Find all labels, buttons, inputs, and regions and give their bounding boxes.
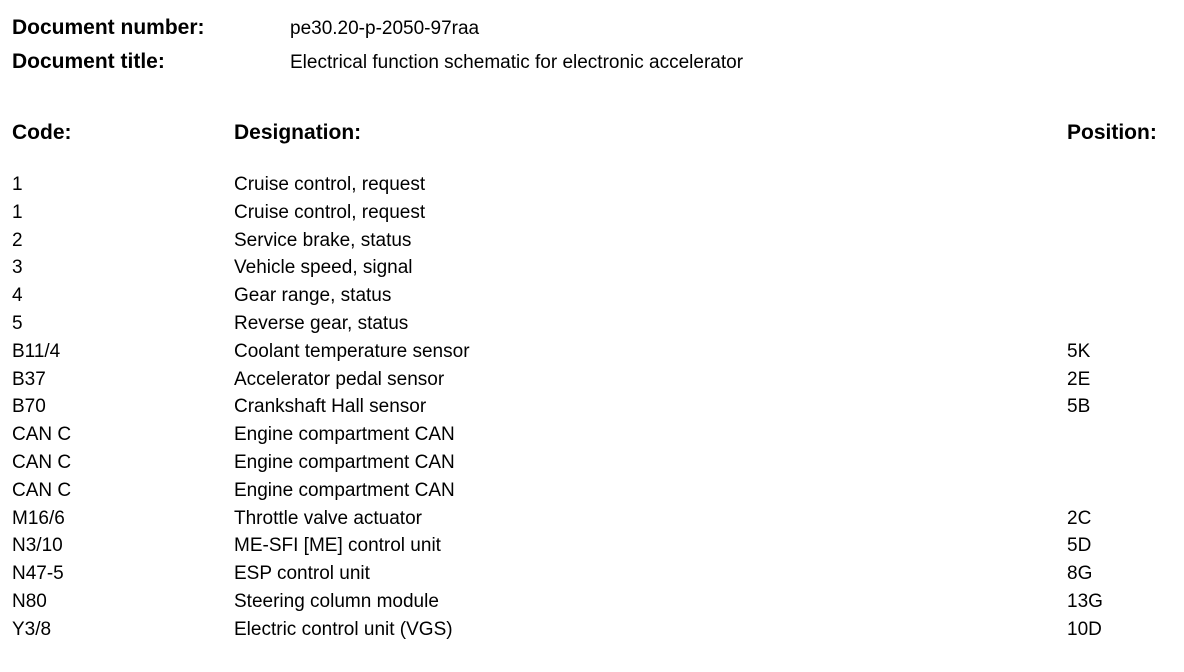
column-header-position: Position: [1067, 121, 1157, 144]
table-row [0, 588, 1184, 616]
document-number-value: pe30.20-p-2050-97raa [290, 18, 480, 39]
table-row [0, 616, 1184, 644]
cell-position: 5B [1067, 396, 1091, 418]
table-row [0, 532, 1184, 560]
cell-designation: Throttle valve actuator [234, 507, 422, 529]
table-row [0, 505, 1184, 533]
document-title-value: Electrical function schematic for electronic accelerator [290, 52, 744, 73]
cell-code: B37 [12, 368, 46, 390]
column-header-code: Code: [12, 121, 72, 144]
cell-position: 2E [1067, 368, 1091, 390]
cell-designation: Electric control unit (VGS) [234, 618, 453, 640]
cell-position: 10D [1067, 618, 1102, 640]
cell-code: 1 [12, 174, 23, 195]
cell-designation: Vehicle speed, signal [234, 257, 413, 279]
table-row [0, 282, 1184, 310]
cell-designation: Reverse gear, status [234, 312, 409, 334]
cell-code: B70 [12, 396, 46, 418]
cell-designation: Gear range, status [234, 285, 392, 307]
cell-designation: Engine compartment CAN [234, 424, 455, 446]
cell-code: CAN C [12, 451, 72, 473]
cell-code: M16/6 [12, 507, 65, 529]
table-row [0, 421, 1184, 449]
table-row [0, 338, 1184, 366]
cell-position: 5D [1067, 535, 1092, 557]
cell-code: CAN C [12, 479, 72, 501]
cell-code: 3 [12, 257, 23, 279]
table-row [0, 560, 1184, 588]
cell-designation: Engine compartment CAN [234, 479, 455, 501]
document-number-label: Document number: [12, 16, 205, 39]
cell-code: 2 [12, 229, 23, 251]
cell-designation: Cruise control, request [234, 174, 426, 195]
table-row [0, 227, 1184, 255]
cell-position: 5K [1067, 340, 1091, 362]
document-title-label: Document title: [12, 50, 165, 73]
table-row [0, 254, 1184, 282]
cell-position: 13G [1067, 590, 1103, 612]
table-row [0, 310, 1184, 338]
cell-code: 4 [12, 285, 23, 307]
cell-designation: Crankshaft Hall sensor [234, 396, 427, 418]
table-row [0, 171, 1184, 199]
cell-code: N47-5 [12, 563, 64, 585]
cell-designation: ESP control unit [234, 563, 370, 585]
cell-code: N80 [12, 590, 47, 612]
table-row [0, 393, 1184, 421]
cell-code: Y3/8 [12, 618, 52, 640]
designation-table [0, 171, 1184, 644]
cell-code: 5 [12, 312, 23, 334]
cell-designation: Cruise control, request [234, 201, 426, 223]
cell-code: N3/10 [12, 535, 63, 557]
cell-code: CAN C [12, 424, 72, 446]
column-header-designation: Designation: [234, 121, 362, 144]
cell-position: 2C [1067, 507, 1092, 529]
cell-position: 8G [1067, 563, 1093, 585]
cell-code: B11/4 [12, 340, 61, 362]
table-row [0, 366, 1184, 394]
cell-designation: Steering column module [234, 590, 439, 612]
cell-designation: Service brake, status [234, 229, 412, 251]
cell-designation: ME-SFI [ME] control unit [234, 535, 441, 557]
cell-designation: Coolant temperature sensor [234, 340, 470, 362]
table-row [0, 477, 1184, 505]
cell-designation: Engine compartment CAN [234, 451, 455, 473]
cell-designation: Accelerator pedal sensor [234, 368, 445, 390]
table-row [0, 199, 1184, 227]
cell-code: 1 [12, 201, 23, 223]
table-row [0, 449, 1184, 477]
